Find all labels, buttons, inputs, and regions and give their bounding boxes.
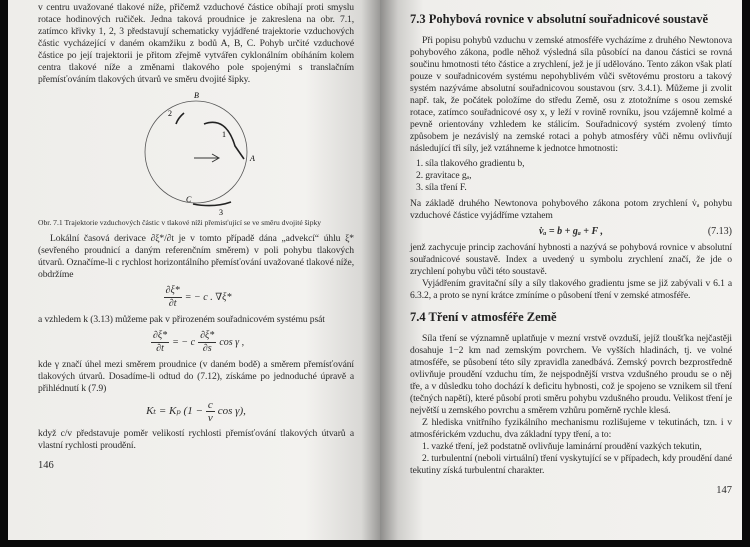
text-paragraph xyxy=(38,233,354,281)
list-item: 2. turbulentní (neboli virtuální) tření vyskytující se v případech, kdy proudění dané tekutiny získá turbulentní charakter. xyxy=(410,453,732,476)
figure-caption: Obr. 7.1 Trajektorie vzduchových částic v tlakové níži přemisťující se ve směru dvojité šipky xyxy=(38,218,322,227)
label-2: 2 xyxy=(168,109,172,118)
text-paragraph xyxy=(38,359,354,395)
list-item: 1. vazké tření, jež podstatně ovlivňuje laminární proudění vazkých tekutin, xyxy=(422,441,702,452)
streamline-circle xyxy=(145,101,247,203)
list-item: 1. síla tlakového gradientu b, xyxy=(416,158,525,169)
right-page xyxy=(380,0,742,540)
section-heading: 7.3 Pohybová rovnice v absolutní souřadnicové soustavě xyxy=(410,12,709,26)
list-item: 3. síla tření F. xyxy=(416,182,467,193)
text-paragraph xyxy=(410,35,732,155)
paragraph-text: Vyjádřením gravitační síly a síly tlakového gradientu jsme se již zabývali v 6.1 a 6.3.2, a proto se nyní krátce zmíníme o působení tření v zemské atmosféře. xyxy=(410,278,732,301)
label-a: A xyxy=(250,154,255,163)
text-paragraph xyxy=(410,198,732,222)
equation-number: (7.13) xyxy=(707,226,732,237)
page-number: 146 xyxy=(38,460,54,471)
paragraph-text: když c/v představuje poměr velikostí rychlosti přemísťování tlakových útvarů a vlastní rychlosti proudění. xyxy=(38,428,354,451)
left-page xyxy=(8,0,380,540)
text-paragraph xyxy=(38,2,354,86)
double-arrow-icon xyxy=(194,154,219,162)
paragraph-text: kde γ značí úhel mezi směrem proudnice (v daném bodě) a směrem přemísťování tlakových útvarů. Dosadíme-li odtud do (7.12), získáme po jednoduché úpravě a přihlédnutí k (7.9) xyxy=(38,359,354,394)
paragraph-text: Síla tření se významně uplatňuje v mezní vrstvě ovzduší, jejíž tloušťka nejčastěji dosahuje 1−2 km nad zemským povrchem. Ve vyšších hladinách, tj. ve volné atmosféře, se působení této síly zpravidla zanedbává. Zemský povrch bezprostředně ovlivňuje proudění vzduchu tím, že nejspodnější vrstva vzdušného proudu se o něj tře, a v důsledku toho dochází k deficitu hybnosti, což je spojeno se vznikem sil tření (tečných napětí), které působí proti směru pohybu vzdušného proudu. Velikost tření je největší u zemského povrchu a směrem vzhůru poměrně rychle klesá. xyxy=(410,333,732,416)
paragraph-text: Z hlediska vnitřního fyzikálního mechanismu rozlišujeme v tekutinách, tzn. i v atmosférickém vzduchu, dva základní typy tření, a to: xyxy=(410,417,732,440)
right-text-column xyxy=(410,0,732,496)
equation-row xyxy=(410,226,732,238)
trajectory-2 xyxy=(176,113,184,124)
list-item: 2. gravitace gₐ, xyxy=(416,170,472,181)
label-1: 1 xyxy=(222,130,226,139)
equation-natural: $\frac{\partial\xi*}{\partial t}$ = − c $\frac{\partial\xi*}{\partial s}$ cos γ , xyxy=(152,330,245,354)
section-heading: 7.4 Tření v atmosféře Země xyxy=(410,310,557,324)
text-paragraph xyxy=(38,428,354,452)
paragraph-text: jenž zachycuje princip zachování hybnosti a nazývá se pohybová rovnice v absolutní souřadnicové soustavě. Index a uvedený u symbolu zrychlení značí, že jde o zrychlení pohybu vůči této soustavě. xyxy=(410,242,732,277)
text-paragraph xyxy=(38,314,354,326)
equation-motion: v̇ₐ = b + gₐ + F , xyxy=(538,226,603,237)
left-text-column xyxy=(38,0,354,471)
paragraph-text: Na základě druhého Newtonova pohybového zákona potom zrychlení v̇ₐ pohybu vzduchové částice vyjádříme vztahem xyxy=(410,198,732,221)
trajectory-figure xyxy=(116,86,276,216)
paragraph-text: a vzhledem k (3.13) můžeme pak v přirozeném souřadnicovém systému psát xyxy=(38,314,325,325)
label-b: B xyxy=(194,91,199,100)
paragraph-text: Lokální časová derivace ∂ξ*/∂t je v tomto případě dána „advekcí“ úhlu ξ* (sevřeného proudnicí a daným referenčním směrem) v poli pohybu tlakových útvarů. Označíme-li c rychlost horizontálního přemísťování uvažované tlakové níže, obdržíme xyxy=(38,233,354,280)
forces-list xyxy=(416,158,732,194)
equation-advection: $\frac{\partial\xi*}{\partial t}$ = − c . ∇ξ* xyxy=(165,285,232,309)
page-number: 147 xyxy=(716,485,732,496)
paragraph-text: v centru uvažované tlakové níže, přičemž vzduchové částice obíhají proti smyslu rotace hodinových ručiček. Jedna taková proudnice je zakreslena na obr. 7.1, zatímco křivky 1, 2, 3 představují schematicky vyjádřené trajektorie vzduchových částic vycházející v daném okamžiku z bodů A, B, C. Pohyb určité vzduchové částice po její trajektorii je přitom zřejmě vytvářen cyklonálním obíháním kolem centra tlakové níže a změnami tlakového pole spojenými s translačním přemísťováním tlakových útvarů ve směru dvojité šipky. xyxy=(38,2,354,85)
text-paragraph xyxy=(410,333,732,477)
equation-k: Kₜ = Kₚ (1 − $\frac{c}{v}$ cos γ), xyxy=(146,399,246,424)
text-paragraph xyxy=(410,242,732,302)
paragraph-text: Při popisu pohybů vzduchu v zemské atmosféře vycházíme z druhého Newtonova pohybového zákona, podle něhož výsledná síla působící na danou částici se rovná součinu hmotnosti této částice a zrychlení, jež je jí udělováno. Tento zákon však platí pouze v souřadnicovém systému nepohyblivém vůči světovému prostoru a takový systém nazýváme absolutní souřadnicovou soustavou (srv. 3.4.1). Můžeme ji zvolit např. tak, že počátek položíme do středu Země, osu z ztotožníme s osou zemské rotace, zatímco souřadnicové osy x, y leží v rovině rovníku, jsou vzájemně kolmé a pevně orientovány vzhledem ke stálicím. Souřadnicový systém zvolený tímto způsobem je nezávislý na zemské rotaci a pohyb atmosféry vůči němu ovlivňují následující tři síly, jež vztáhneme k jednotce hmotnosti: xyxy=(410,35,732,154)
label-3: 3 xyxy=(219,208,223,216)
trajectory-1 xyxy=(204,122,244,159)
label-c: C xyxy=(186,195,192,204)
